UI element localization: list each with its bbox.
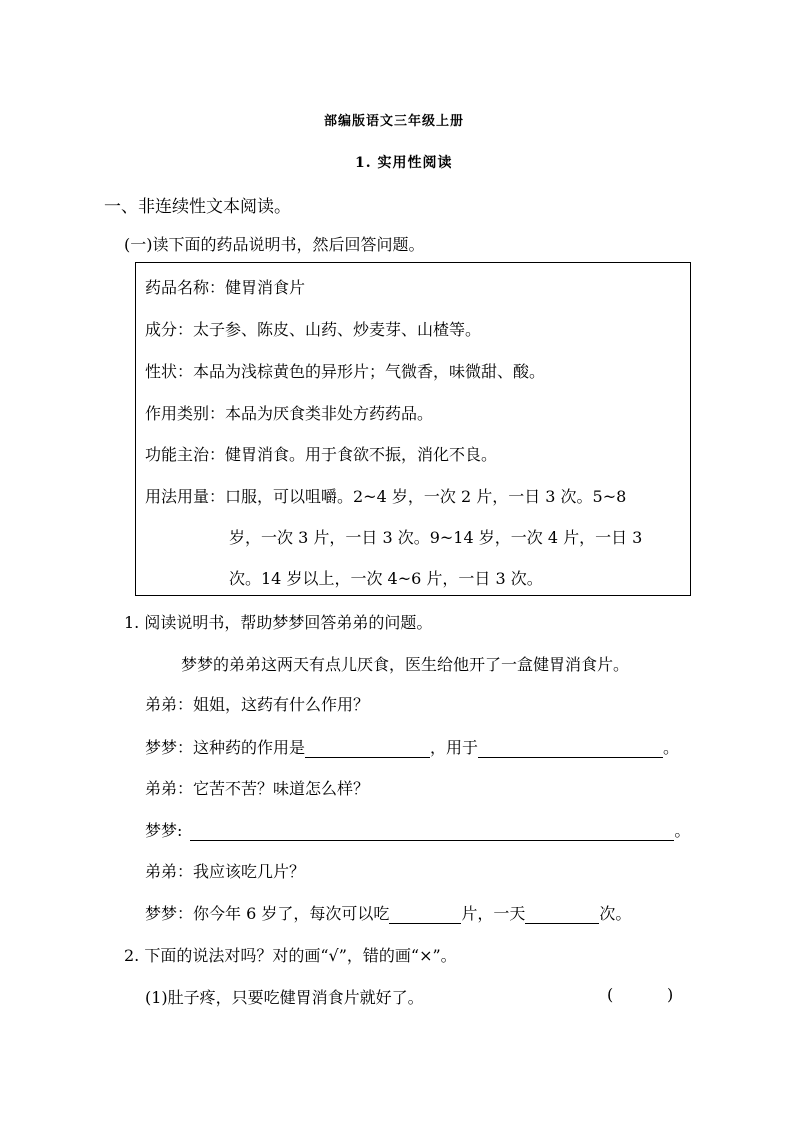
answer-blank-usage[interactable] [478, 739, 663, 758]
leaflet-category: 作用类别：本品为厌食类非处方药药品。 [145, 404, 434, 423]
part1-instruction: (一)读下面的药品说明书，然后回答问题。 [124, 235, 425, 254]
document-header: 部编版语文三年级上册 [324, 114, 465, 129]
answer-paren-close[interactable]: ) [667, 985, 674, 1004]
leaflet-properties: 性状：本品为浅棕黄色的异形片；气微香，味微甜、酸。 [145, 362, 546, 381]
dialogue-line-5: 弟弟：我应该吃几片？ [145, 862, 306, 881]
answer-blank-tablets[interactable] [389, 905, 461, 924]
dialogue-line-4-text-a: 梦梦: [145, 821, 183, 840]
dialogue-line-6 [145, 901, 631, 924]
dialogue-line-4 [145, 818, 690, 841]
answer-blank-function[interactable] [305, 739, 430, 758]
dialogue-line-2-text-a: 梦梦：这种药的作用是 [145, 738, 306, 757]
leaflet-name: 药品名称：健胃消食片 [145, 278, 306, 297]
answer-paren-open[interactable]: ( [607, 985, 614, 1004]
question-2-prompt: 2. 下面的说法对吗？对的画“√”，错的画“×”。 [124, 946, 457, 965]
leaflet-function: 功能主治：健胃消食。用于食欲不振，消化不良。 [145, 445, 498, 464]
leaflet-usage-line3: 次。14 岁以上，一次 4~6 片，一日 3 次。 [229, 569, 543, 588]
dialogue-line-6-text-b: 片，一天 [461, 904, 526, 923]
answer-blank-times[interactable] [525, 905, 599, 924]
dialogue-line-3: 弟弟：它苦不苦？味道怎么样？ [145, 779, 370, 798]
section-heading: 一、非连续性文本阅读。 [104, 197, 291, 217]
page-title: 1. 实用性阅读 [355, 155, 453, 171]
leaflet-usage-line2: 岁，一次 3 片，一日 3 次。9~14 岁，一次 4 片，一日 3 [229, 528, 643, 547]
dialogue-line-1: 弟弟：姐姐，这药有什么作用？ [145, 695, 370, 714]
dialogue-line-4-text-b: 。 [674, 821, 691, 840]
dialogue-line-2 [145, 735, 679, 758]
dialogue-line-6-text-a: 梦梦：你今年 6 岁了，每次可以吃 [145, 904, 390, 923]
leaflet-ingredients: 成分：太子参、陈皮、山药、炒麦芽、山楂等。 [145, 320, 482, 339]
answer-blank-taste[interactable] [190, 822, 674, 841]
dialogue-line-6-text-c: 次。 [599, 904, 632, 923]
dialogue-line-2-text-c: 。 [663, 738, 680, 757]
question-1-scenario: 梦梦的弟弟这两天有点儿厌食，医生给他开了一盒健胃消食片。 [181, 655, 630, 674]
question-2-item-1: (1)肚子疼，只要吃健胃消食片就好了。 [145, 988, 424, 1007]
question-1-prompt: 1. 阅读说明书，帮助梦梦回答弟弟的问题。 [124, 613, 433, 632]
leaflet-usage-line1: 用法用量：口服，可以咀嚼。2~4 岁，一次 2 片，一日 3 次。5~8 [145, 487, 627, 506]
dialogue-line-2-text-b: ，用于 [430, 738, 479, 757]
